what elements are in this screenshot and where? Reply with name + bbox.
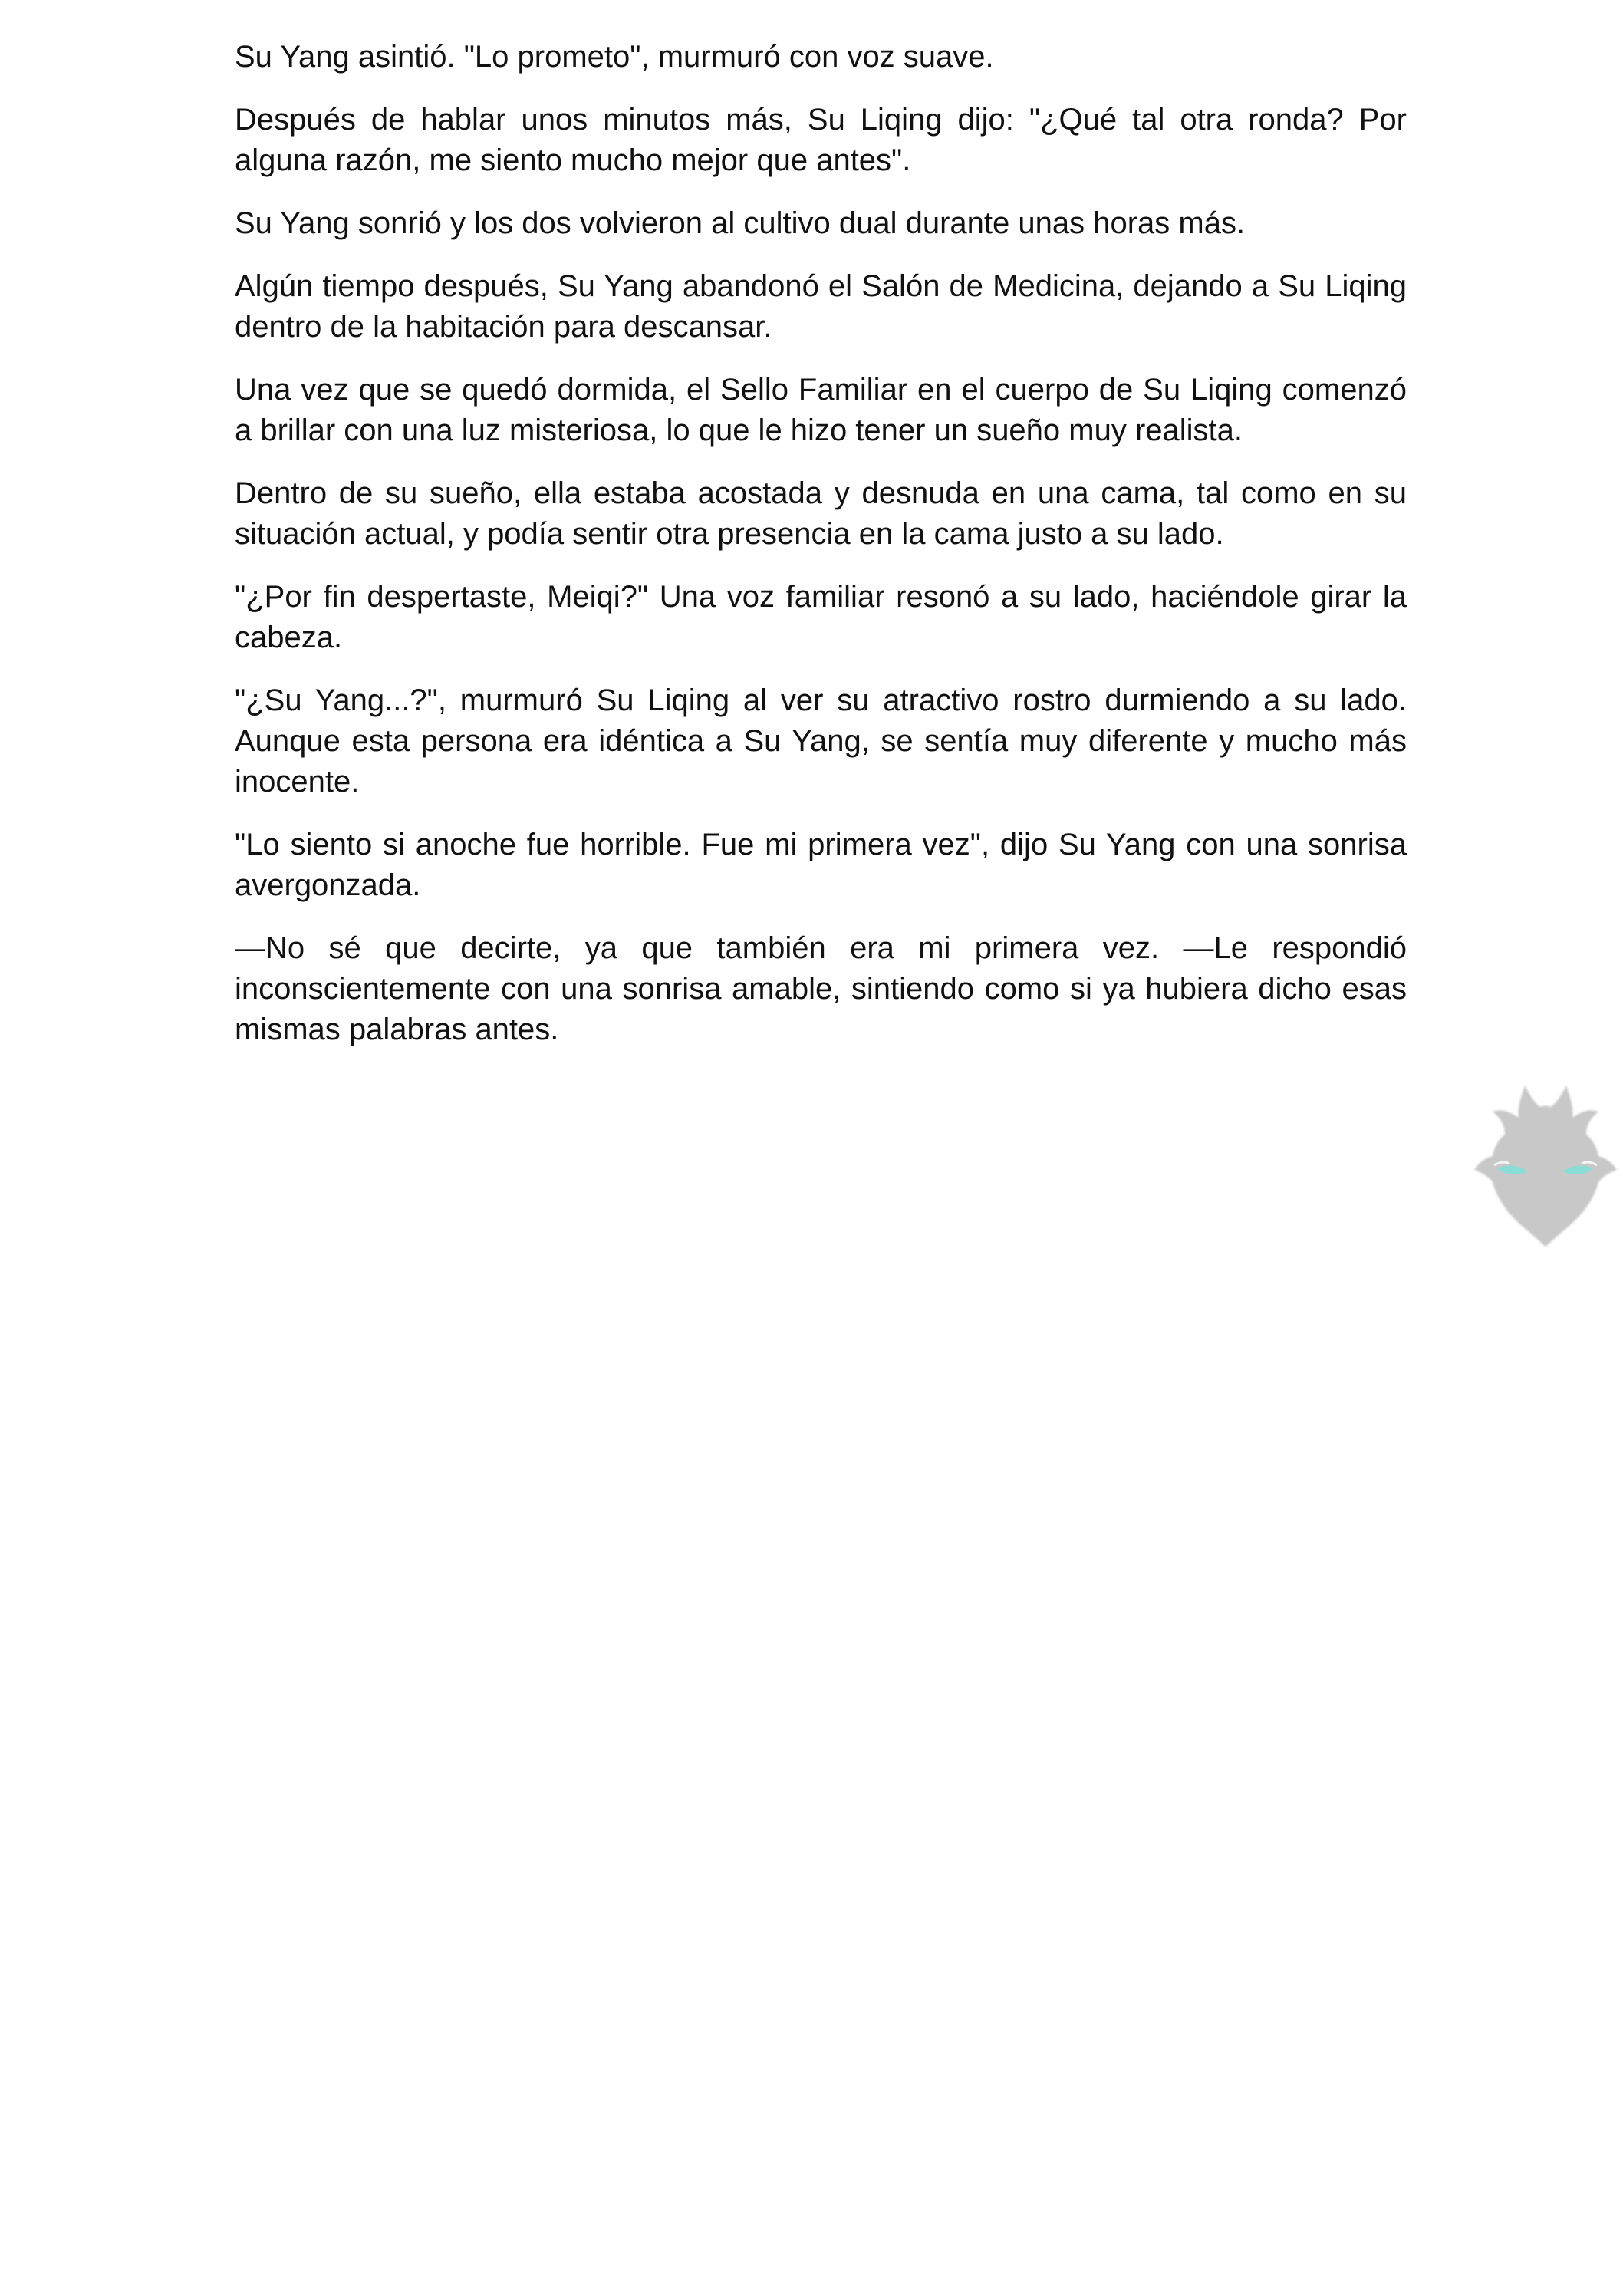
paragraph-1: Su Yang asintió. "Lo prometo", murmuró con voz suave. — [235, 40, 994, 74]
paragraph-3: Su Yang sonrió y los dos volvieron al cultivo dual durante unas horas más. — [235, 206, 1246, 240]
paragraph-4: Algún tiempo después, Su Yang abandonó el Salón de Medicina, dejando a Su Liqing dentro de la habitación para descansar. — [235, 269, 1407, 344]
document-body — [235, 37, 1407, 1072]
demon-head-icon — [1471, 1078, 1620, 1250]
paragraph-6: Dentro de su sueño, ella estaba acostada y desnuda en una cama, tal como en su situación actual, y podía sentir otra presencia en la cama justo a su lado. — [235, 476, 1407, 551]
paragraph-2: Después de hablar unos minutos más, Su Liqing dijo: "¿Qué tal otra ronda? Por alguna razón, me siento mucho mejor que antes". — [235, 103, 1407, 177]
paragraph-8: "¿Su Yang...?", murmuró Su Liqing al ver su atractivo rostro durmiendo a su lado. Aunque esta persona era idéntica a Su Yang, se sentía muy diferente y mucho más inocente. — [235, 684, 1407, 799]
paragraph-5: Una vez que se quedó dormida, el Sello Familiar en el cuerpo de Su Liqing comenzó a brillar con una luz misteriosa, lo que le hizo tener un sueño muy realista. — [235, 373, 1407, 447]
paragraph-7: "¿Por fin despertaste, Meiqi?" Una voz familiar resonó a su lado, haciéndole girar la cabeza. — [235, 580, 1407, 654]
paragraph-9: "Lo siento si anoche fue horrible. Fue mi primera vez", dijo Su Yang con una sonrisa avergonzada. — [235, 828, 1407, 902]
paragraph-10: —No sé que decirte, ya que también era mi primera vez. —Le respondió inconscientemente con una sonrisa amable, sintiendo como si ya hubiera dicho esas mismas palabras antes. — [235, 931, 1407, 1046]
